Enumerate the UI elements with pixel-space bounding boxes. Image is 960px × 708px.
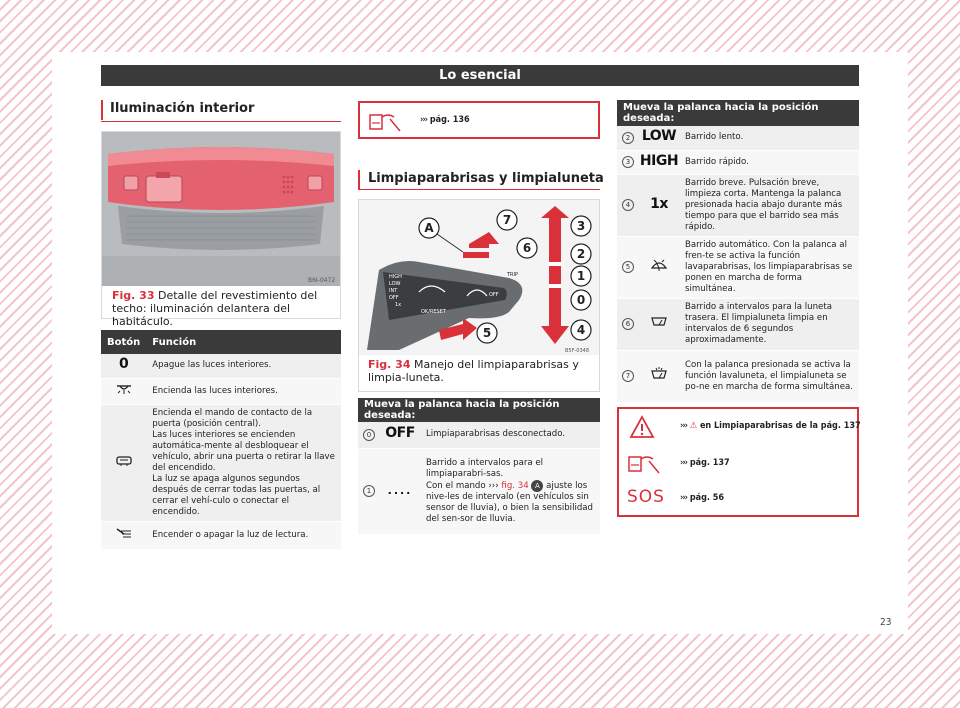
- lever-label: HIGH: [389, 274, 402, 280]
- marker-label: 7: [502, 213, 512, 227]
- row-text: Encienda las luces interiores.: [146, 378, 341, 404]
- table-header: Mueva la palanca hacia la posición deseada:: [617, 100, 859, 126]
- lighting-table: [101, 330, 341, 550]
- position-number: 1: [363, 485, 375, 497]
- rear-wiper-icon: [639, 298, 679, 350]
- table-row: [101, 354, 341, 378]
- figure-33-caption: [112, 289, 337, 328]
- low-label: LOW: [641, 128, 677, 145]
- high-label: HIGH: [639, 152, 679, 169]
- row-text: Barrido breve. Pulsación breve, limpieza corta. Mantenga la palanca presionada hacia abajo durante más tiempo para que el barrido sea más rápido.: [679, 174, 859, 236]
- row-text: Encender o apagar la luz de lectura.: [146, 521, 341, 549]
- single-wipe-label: 1x: [650, 195, 668, 212]
- wiper-table-2: [617, 100, 859, 403]
- page-header: Lo esencial: [101, 65, 859, 86]
- lever-end-label: OK/RESET: [421, 309, 446, 315]
- row-text: Barrido rápido.: [679, 150, 859, 174]
- table-row: [617, 350, 859, 402]
- off-label: OFF: [385, 425, 415, 442]
- section-underline: [358, 189, 600, 190]
- figure-code: B5F-0348: [565, 348, 590, 354]
- wiper-lever-diagram: [359, 200, 599, 355]
- table-row: [617, 236, 859, 298]
- trip-label: TRIP: [507, 272, 519, 278]
- lever-label: LOW: [389, 281, 401, 287]
- marker-label: 3: [576, 219, 586, 233]
- table-row: [101, 378, 341, 404]
- section-marker: [101, 100, 103, 120]
- zero-icon: 0: [101, 354, 146, 378]
- figure-34-caption: [368, 358, 596, 384]
- row-text: Barrido a intervalos para la luneta trasera. El limpialuneta limpia en intervalos de 6 segundos aproximadamente.: [679, 298, 859, 350]
- row-text: Barrido lento.: [679, 126, 859, 150]
- interval-icon: ....: [387, 483, 413, 497]
- marker-label: 6: [522, 241, 532, 255]
- position-number: 2: [622, 132, 634, 144]
- table-row: [101, 521, 341, 549]
- table-row: [617, 126, 859, 150]
- row-text: Encienda el mando de contacto de la puerta (posición central). Las luces interiores se encienden automática-mente al desbloquear el vehículo, abrir una puerta o retirar la llave del encendido. La luz se apaga algunos segundos después de cerrar todas las puertas, al cerrar el vehí-culo o conectar el encendido.: [146, 404, 341, 521]
- manual-icon: [368, 109, 402, 133]
- marker-label: 1: [576, 269, 586, 283]
- position-number: 7: [622, 370, 634, 382]
- warning-icon: [629, 415, 655, 439]
- ceiling-light-image: [102, 132, 340, 286]
- warning-icon: ⚠: [689, 421, 698, 431]
- row-text: Con la palanca presionada se activa la función lavaluneta, el limpialuneta se po-ne en marcha de forma simultánea.: [679, 350, 859, 402]
- door-contact-icon: [101, 404, 146, 521]
- figure-number: Fig. 33: [112, 289, 155, 302]
- sos-icon: SOS: [627, 487, 665, 507]
- position-number: 4: [622, 199, 634, 211]
- position-number: 6: [622, 318, 634, 330]
- row-text: Limpiaparabrisas desconectado.: [420, 422, 600, 448]
- table-row: [617, 298, 859, 350]
- table-row: [617, 174, 859, 236]
- reference-link-sos[interactable]: ››› pág. 56: [680, 493, 725, 503]
- washer-icon: [639, 236, 679, 298]
- col-header-boton: Botón: [101, 330, 146, 354]
- wiper-table-1: [358, 398, 600, 535]
- reading-light-icon: [101, 521, 146, 549]
- table-row: [358, 422, 600, 448]
- page-number: 23: [880, 617, 892, 628]
- figure-caption-text: Detalle del revestimiento del techo: iluminación delantera del habitáculo.: [112, 289, 318, 328]
- reference-link-warning[interactable]: ››› ⚠ en Limpiaparabrisas de la pág. 137: [680, 421, 861, 431]
- arrows: ›››: [420, 115, 428, 125]
- figure-link[interactable]: fig. 34: [501, 480, 529, 491]
- figure-caption-text: Manejo del limpiaparabrisas y limpia-luneta.: [368, 358, 579, 384]
- table-row: [358, 448, 600, 534]
- table-row: [617, 150, 859, 174]
- rear-washer-icon: [639, 350, 679, 402]
- figure-number: Fig. 34: [368, 358, 411, 371]
- reference-box: [358, 101, 600, 139]
- reference-page: pág. 136: [429, 115, 470, 125]
- lever-label: OFF: [389, 295, 399, 301]
- marker-a: A: [531, 480, 543, 492]
- section-marker: [358, 170, 360, 190]
- section-underline: [101, 121, 341, 122]
- reference-link[interactable]: [420, 115, 470, 125]
- lamp-icon: [101, 378, 146, 404]
- reference-link-manual[interactable]: ››› pág. 137: [680, 458, 730, 468]
- position-number: 3: [622, 156, 634, 168]
- section-title-lighting: Iluminación interior: [110, 101, 255, 116]
- marker-label: 4: [576, 323, 586, 337]
- position-number: 5: [622, 261, 634, 273]
- col-header-funcion: Función: [146, 330, 341, 354]
- table-header: Mueva la palanca hacia la posición deseada:: [358, 398, 600, 422]
- lever-label: INT: [389, 288, 398, 294]
- lever-label: 1x: [395, 302, 402, 308]
- lever-off-label: OFF: [489, 292, 499, 298]
- manual-icon: [627, 451, 661, 475]
- marker-label: A: [424, 221, 434, 235]
- marker-label: 2: [576, 247, 586, 261]
- row-text: Barrido a intervalos para el limpiaparabri-sas. Con el mando ››› fig. 34 A ajuste los nive-les de intervalo (en vehículos sin sensor de lluvia), o bien la sensibilidad del sen-sor de lluvia.: [420, 448, 600, 534]
- figure-code: B6I-0472: [308, 277, 336, 284]
- section-title-wipers: Limpiaparabrisas y limpialuneta: [368, 171, 604, 186]
- position-number: 0: [363, 429, 375, 441]
- row-text: Barrido automático. Con la palanca al fren-te se activa la función lavaparabrisas, los limpiaparabrisas se ponen en marcha de forma simultánea.: [679, 236, 859, 298]
- marker-label: 0: [576, 293, 586, 307]
- table-row: [101, 404, 341, 521]
- marker-label: 5: [482, 326, 492, 340]
- row-text: Apague las luces interiores.: [146, 354, 341, 378]
